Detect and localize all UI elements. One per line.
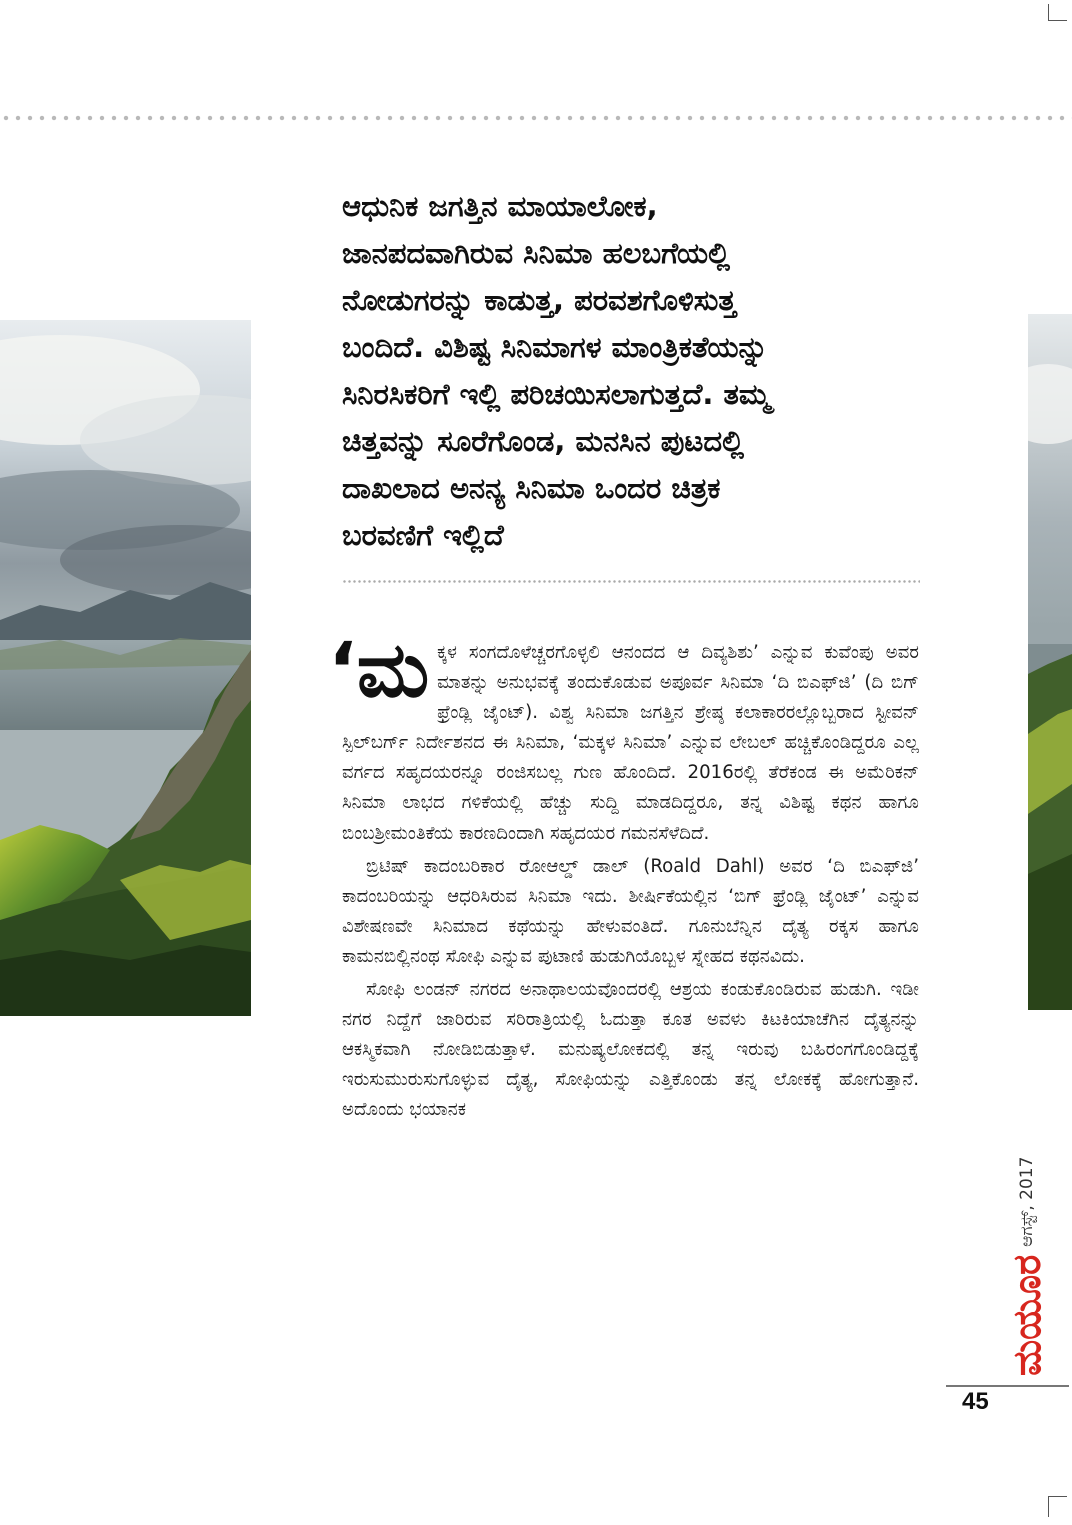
page-number-rule — [946, 1385, 1069, 1387]
section-dotted-rule — [342, 580, 920, 583]
crop-mark-bottom-right — [1048, 1496, 1067, 1517]
article-paragraph-2: ಬ್ರಿಟಿಷ್ ಕಾದಂಬರಿಕಾರ ರೋಆಲ್ಡ್ ಡಾಲ್ (Roald Dahl) ಅವರ ‘ದಿ ಬಿಎಫ್‌ಜಿ’ ಕಾದಂಬರಿಯನ್ನು ಆಧರಿಸಿರುವ ಸಿನಿಮಾ ಇದು. ಶೀರ್ಷಿಕೆಯಲ್ಲಿನ ‘ಬಿಗ್ ಫ್ರೆಂಡ್ಲಿ ಜೈಂಟ್’ ಎನ್ನುವ ವಿಶೇಷಣವೇ ಸಿನಿಮಾದ ಕಥೆಯನ್ನು ಹೇಳುವಂತಿದೆ. ಗೂನುಬೆನ್ನಿನ ದೈತ್ಯ ರಕ್ಕಸ ಹಾಗೂ ಕಾಮನಬಿಲ್ಲಿನಂಥ ಸೋಫಿ ಎನ್ನುವ ಪುಟಾಣಿ ಹುಡುಗಿಯೊಬ್ಬಳ ಸ್ನೇಹದ ಕಥನವಿದು. — [342, 855, 919, 967]
intro-line: ಆಧುನಿಕ ಜಗತ್ತಿನ ಮಾಯಾಲೋಕ, — [342, 189, 658, 223]
article-paragraph-3: ಸೋಫಿ ಲಂಡನ್ ನಗರದ ಅನಾಥಾಲಯವೊಂದರಲ್ಲಿ ಆಶ್ರಯ ಕಂಡುಕೊಂಡಿರುವ ಹುಡುಗಿ. ಇಡೀ ನಗರ ನಿದ್ದೆಗೆ ಜಾರಿರುವ ಸರಿರಾತ್ರಿಯಲ್ಲಿ ಓದುತ್ತಾ ಕೂತ ಅವಳು ಕಿಟಕಿಯಾಚೆಗಿನ ದೈತ್ಯನನ್ನು ಆಕಸ್ಮಿಕವಾಗಿ ನೋಡಿಬಿಡುತ್ತಾಳೆ. ಮನುಷ್ಯಲೋಕದಲ್ಲಿ ತನ್ನ ಇರುವು ಬಹಿರಂಗಗೊಂಡಿದ್ದಕ್ಕೆ ಇರುಸುಮುರುಸುಗೊಳ್ಳುವ ದೈತ್ಯ, ಸೋಫಿಯನ್ನು ಎತ್ತಿಕೊಂಡು ತನ್ನ ಲೋಕಕ್ಕೆ ಹೋಗುತ್ತಾನೆ. ಅದೊಂದು ಭಯಾನಕ — [342, 979, 919, 1121]
intro-line: ಬಂದಿದೆ. ವಿಶಿಷ್ಟ ಸಿನಿಮಾಗಳ ಮಾಂತ್ರಿಕತೆಯನ್ನು — [342, 330, 768, 364]
article-body — [328, 625, 919, 1126]
crop-mark-top-right — [1048, 4, 1067, 21]
intro-line: ಜಾನಪದವಾಗಿರುವ ಸಿನಿಮಾ ಹಲಬಗೆಯಲ್ಲಿ — [342, 236, 731, 270]
landscape-photo-right — [1028, 314, 1072, 1010]
intro-line: ದಾಖಲಾದ ಅನನ್ಯ ಸಿನಿಮಾ ಒಂದರ ಚಿತ್ರಕ — [342, 471, 721, 505]
intro-line: ನೋಡುಗರನ್ನು ಕಾಡುತ್ತ, ಪರವಶಗೊಳಿಸುತ್ತ — [342, 283, 737, 317]
article-paragraph-1 — [328, 625, 919, 849]
magazine-footer — [958, 1120, 1049, 1376]
page-number: 45 — [962, 1388, 989, 1415]
intro-paragraph — [342, 183, 914, 559]
intro-line: ಬರವಣಿಗೆ ಇಲ್ಲಿದೆ — [342, 518, 504, 552]
top-dotted-rule — [0, 115, 1072, 121]
issue-date: ಆಗಸ್ಟ್, 2017 — [1017, 1156, 1037, 1247]
intro-line: ಚಿತ್ತವನ್ನು ಸೂರೆಗೊಂಡ, ಮನಸಿನ ಪುಟದಲ್ಲಿ — [342, 424, 745, 458]
drop-cap: ‘ಮ — [328, 625, 430, 714]
landscape-photo-left — [0, 320, 251, 1016]
intro-line: ಸಿನಿರಸಿಕರಿಗೆ ಇಲ್ಲಿ ಪರಿಚಯಿಸಲಾಗುತ್ತದೆ. ತಮ್ಮ — [342, 377, 771, 411]
paragraph-1-text: ಕ್ಕಳ ಸಂಗದೊಳೆಚ್ಚರಗೊಳ್ಳಲಿ ಆನಂದದ ಆ ದಿವ್ಯಶಿಶು’ ಎನ್ನುವ ಕುವೆಂಪು ಅವರ ಮಾತನ್ನು ಅನುಭವಕ್ಕೆ ತಂದುಕೊಡುವ ಅಪೂರ್ವ ಸಿನಿಮಾ ‘ದಿ ಬಿಎಫ್‌ಜಿ’ (ದಿ ಬಿಗ್ ಫ್ರೆಂಡ್ಲಿ ಜೈಂಟ್). ವಿಶ್ವ ಸಿನಿಮಾ ಜಗತ್ತಿನ ಶ್ರೇಷ್ಠ ಕಲಾಕಾರರಲ್ಲೊಬ್ಬರಾದ ಸ್ಟೀವನ್ ಸ್ಪಿಲ್‌ಬರ್ಗ್ ನಿರ್ದೇಶನದ ಈ ಸಿನಿಮಾ, ‘ಮಕ್ಕಳ ಸಿನಿಮಾ’ ಎನ್ನುವ ಲೇಬಲ್ ಹಚ್ಚಿಕೊಂಡಿದ್ದರೂ ಎಲ್ಲ ವರ್ಗದ ಸಹೃದಯರನ್ನೂ ರಂಜಿಸಬಲ್ಲ ಗುಣ ಹೊಂದಿದೆ. 2016ರಲ್ಲಿ ತೆರೆಕಂಡ ಈ ಅಮೆರಿಕನ್ ಸಿನಿಮಾ ಲಾಭದ ಗಳಿಕೆಯಲ್ಲಿ ಹೆಚ್ಚು ಸುದ್ದಿ ಮಾಡದಿದ್ದರೂ, ತನ್ನ ವಿಶಿಷ್ಟ ಕಥನ ಹಾಗೂ ಬಿಂಬಶ್ರೀಮಂತಿಕೆಯ ಕಾರಣದಿಂದಾಗಿ ಸಹೃದಯರ ಗಮನಸೆಳೆದಿದೆ. — [342, 642, 919, 844]
magazine-name: ಮಯೂರ — [1005, 1254, 1049, 1376]
